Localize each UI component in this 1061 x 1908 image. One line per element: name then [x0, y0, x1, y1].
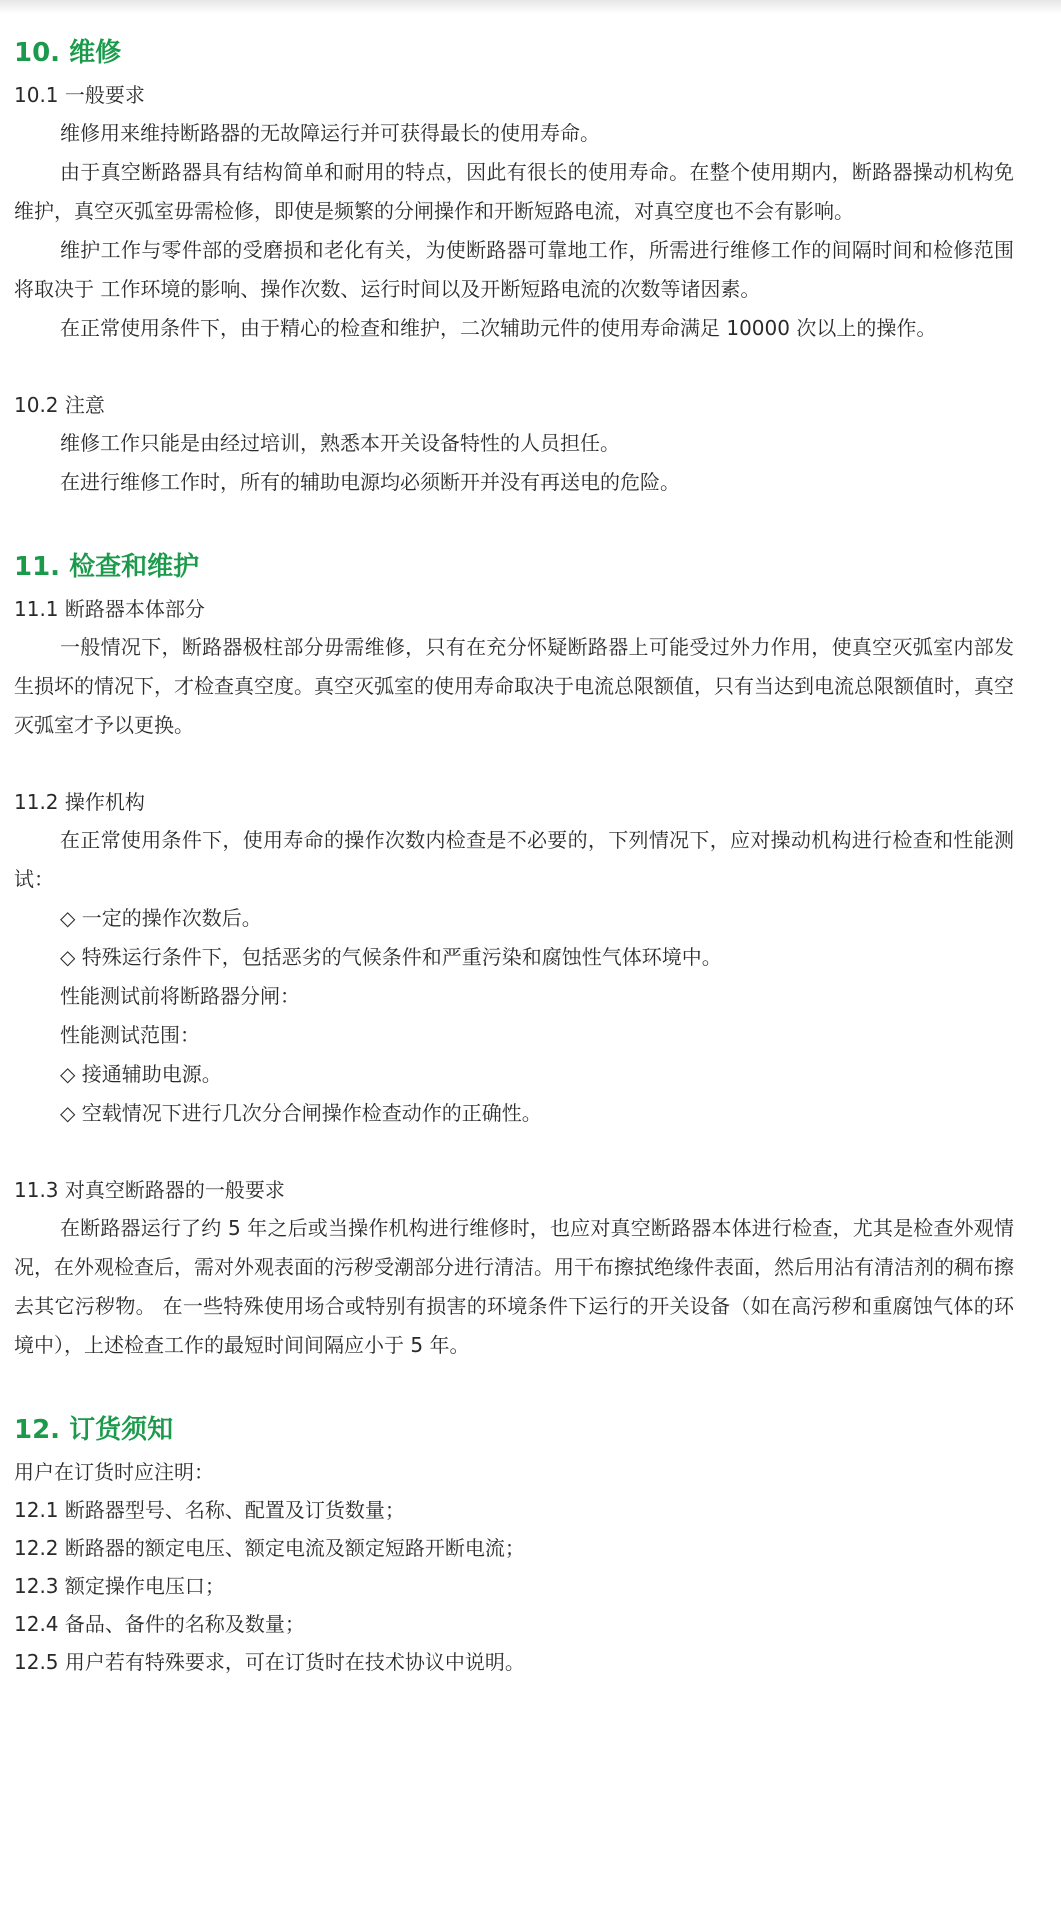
section-10-title: 10. 维修: [14, 38, 122, 68]
section-11-3-title: 11.3 对真空断路器的一般要求: [14, 1178, 285, 1202]
order-item: 12.5 用户若有特殊要求，可在订货时在技术协议中说明。: [14, 1650, 525, 1674]
section-12-title: 12. 订货须知: [14, 1415, 174, 1445]
section-12-intro: 用户在订货时应注明：: [14, 1460, 214, 1484]
top-shadow: [0, 0, 1061, 14]
section-11-2-bullet-6: ◇ 空载情况下进行几次分合闸操作检查动作的正确性。: [60, 1101, 542, 1125]
section-10-2-title: 10.2 注意: [14, 393, 105, 417]
order-item: 12.3 额定操作电压口；: [14, 1574, 225, 1598]
document: [14, 36, 1014, 1681]
section-10-1-title: 10.1 一般要求: [14, 83, 145, 107]
section-11-2-line-3: 性能测试前将断路器分闸：: [60, 984, 300, 1008]
section-11-1-para-1: 一般情况下，断路器极柱部分毋需维修，只有在充分怀疑断路器上可能受过外力作用，使真空灭弧室内部发生损坏的情况下，才检查真空度。真空灭弧室的使用寿命取决于电流总限额值，只有当达到电流总限额值时，真空灭弧室才予以更换。: [14, 635, 1014, 737]
section-10-1-para-3: 维护工作与零件部的受磨损和老化有关，为使断路器可靠地工作，所需进行维修工作的间隔时间和检修范围将取决于 工作环境的影响、操作次数、运行时间以及开断短路电流的次数等诸因素。: [14, 238, 1014, 301]
section-10-1-para-1: 维修用来维持断路器的无故障运行并可获得最长的使用寿命。: [60, 121, 600, 145]
order-item: 12.2 断路器的额定电压、额定电流及额定短路开断电流；: [14, 1536, 525, 1560]
section-10-1-para-4: 在正常使用条件下，由于精心的检查和维护，二次辅助元件的使用寿命满足 10000 次以上的操作。: [60, 316, 937, 340]
section-11-2-para-1: 在正常使用条件下，使用寿命的操作次数内检查是不必要的，下列情况下，应对操动机构进行检查和性能测试：: [14, 828, 1014, 891]
section-10-1-para-2: 由于真空断路器具有结构简单和耐用的特点，因此有很长的使用寿命。在整个使用期内，断路器操动机构免维护，真空灭弧室毋需检修，即使是频繁的分闸操作和开断短路电流，对真空度也不会有影响。: [14, 160, 1014, 223]
section-11-3-para-1: 在断路器运行了约 5 年之后或当操作机构进行维修时，也应对真空断路器本体进行检查，尤其是检查外观情况，在外观检查后，需对外观表面的污秽受潮部分进行清洁。用干布擦拭绝缘件表面，然后用沾有清洁剂的稠布擦去其它污秽物。 在一些特殊使用场合或特别有损害的环境条件下运行的开关设备（如在高污秽和重腐蚀气体的环境中），上述检查工作的最短时间间隔应小于 5 年。: [14, 1216, 1014, 1357]
order-item: 12.1 断路器型号、名称、配置及订货数量；: [14, 1498, 405, 1522]
section-11-2-title: 11.2 操作机构: [14, 790, 145, 814]
section-11-2-bullet-2: ◇ 特殊运行条件下，包括恶劣的气候条件和严重污染和腐蚀性气体环境中。: [60, 945, 722, 969]
section-11-2-line-4: 性能测试范围：: [60, 1023, 200, 1047]
section-10-2-para-2: 在进行维修工作时，所有的辅助电源均必须断开并没有再送电的危险。: [60, 470, 680, 494]
section-11-1-title: 11.1 断路器本体部分: [14, 597, 205, 621]
section-11-2-bullet-1: ◇ 一定的操作次数后。: [60, 906, 262, 930]
order-item: 12.4 备品、备件的名称及数量；: [14, 1612, 305, 1636]
section-10-2-para-1: 维修工作只能是由经过培训，熟悉本开关设备特性的人员担任。: [60, 431, 620, 455]
section-11-title: 11. 检查和维护: [14, 552, 200, 582]
section-11-2-bullet-5: ◇ 接通辅助电源。: [60, 1062, 222, 1086]
